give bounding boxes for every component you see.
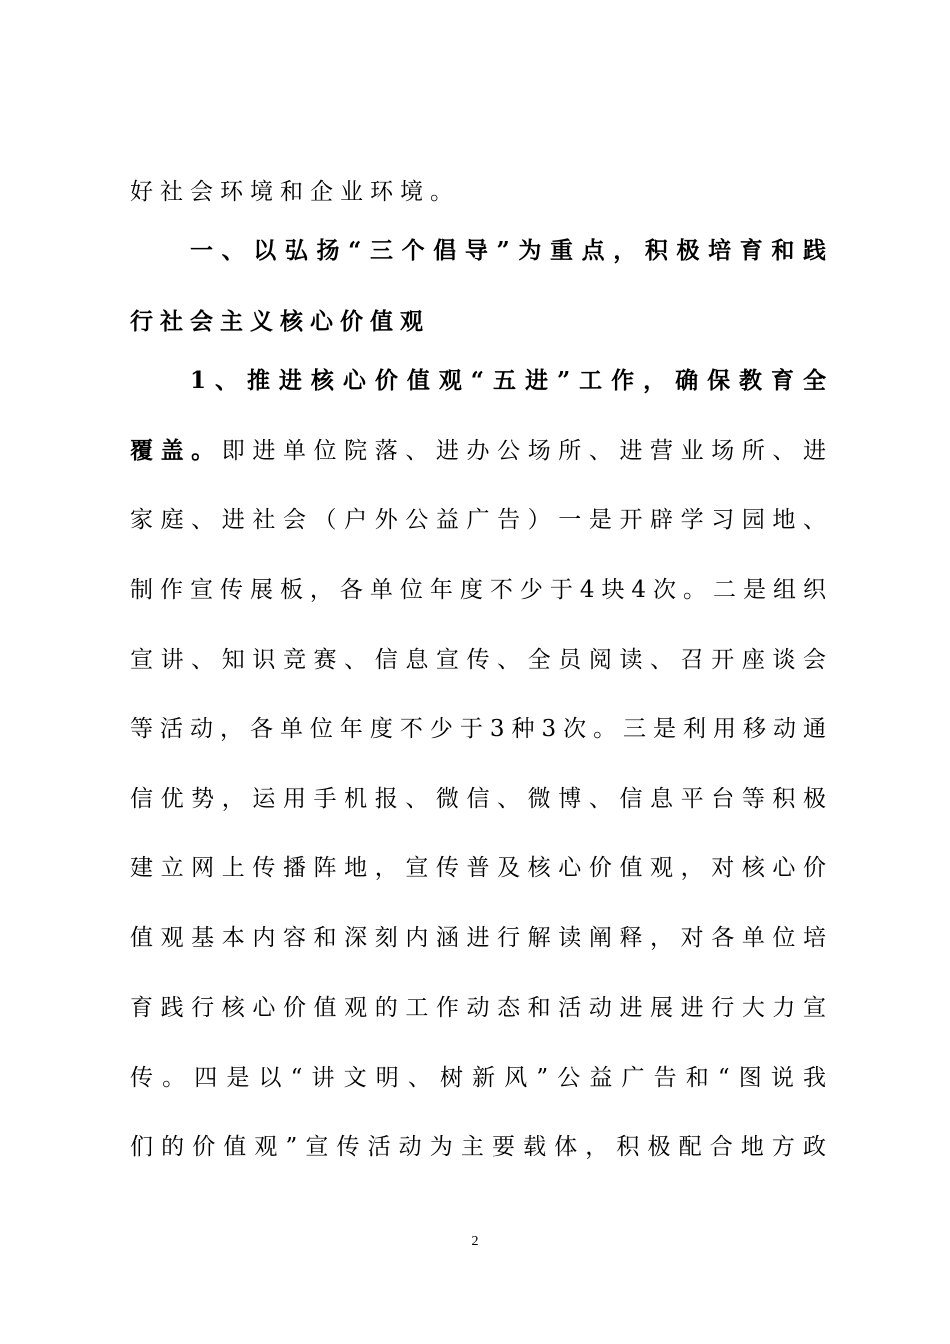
text-run: 好社会环境和企业环境。 <box>130 179 460 205</box>
text-line-15 <box>130 1132 826 1162</box>
text-line-1 <box>130 177 826 207</box>
text-line-8 <box>130 645 826 675</box>
text-run: 们的价值观”宣传活动为主要载体，积极配合地方政 <box>130 1134 826 1160</box>
section-heading: 行社会主义核心价值观 <box>130 308 430 335</box>
text-run: 育践行核心价值观的工作动态和活动进展进行大力宣 <box>130 995 826 1021</box>
text-run: 等活动，各单位年度不少于3种3次。三是利用移动通 <box>130 716 826 742</box>
section-heading-line-1 <box>190 236 826 266</box>
text-run: 值观基本内容和深刻内涵进行解读阐释，对各单位培 <box>130 925 826 951</box>
text-run: 信优势，运用手机报、微信、微博、信息平台等积极 <box>130 786 826 812</box>
text-line-7 <box>130 575 826 605</box>
text-run: 宣讲、知识竞赛、信息宣传、全员阅读、召开座谈会 <box>130 647 826 673</box>
text-line-14 <box>130 1063 826 1093</box>
text-line-12 <box>130 923 826 953</box>
text-line-6 <box>130 505 826 535</box>
section-heading: 一、以弘扬“三个倡导”为重点，积极培育和践 <box>190 237 826 264</box>
subheading: 1、推进核心价值观“五进”工作，确保教育全 <box>190 367 826 394</box>
text-line-13 <box>130 993 826 1023</box>
section-heading-line-2 <box>130 307 826 337</box>
text-line-5 <box>130 436 826 466</box>
subheading-end: 覆盖。 <box>130 437 222 464</box>
text-run: 家庭、进社会（户外公益广告）一是开辟学习园地、 <box>130 507 826 533</box>
text-run: 即进单位院落、进办公场所、进营业场所、进 <box>221 438 827 464</box>
text-line-10 <box>130 784 826 814</box>
text-run: 建立网上传播阵地，宣传普及核心价值观，对核心价 <box>130 855 826 881</box>
text-line-9 <box>130 714 826 744</box>
page-number: 2 <box>471 1234 479 1249</box>
text-line-11 <box>130 853 826 883</box>
text-run: 制作宣传展板，各单位年度不少于4块4次。二是组织 <box>130 577 826 603</box>
subheading-line-1 <box>190 366 826 396</box>
text-run: 传。四是以“讲文明、树新风”公益广告和“图说我 <box>130 1065 826 1091</box>
